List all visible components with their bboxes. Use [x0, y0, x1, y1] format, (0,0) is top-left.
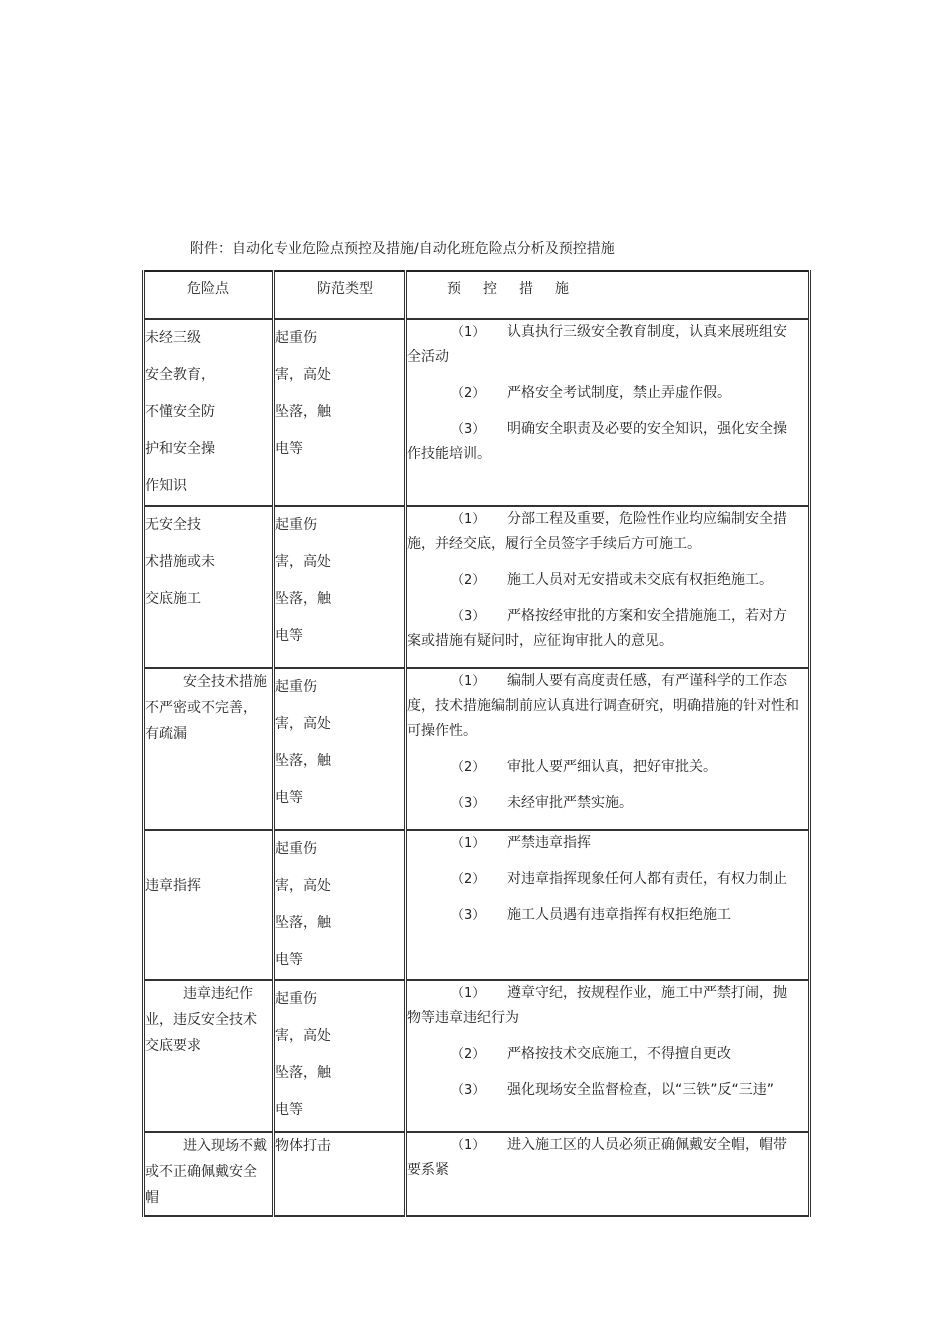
type-cell: 起重伤 害，高处 坠落，触 电等: [274, 506, 406, 668]
type-cell: 起重伤 害，高处 坠落，触 电等: [274, 668, 406, 830]
table-row: [144, 668, 810, 830]
hazard-cell: 违章违纪作 业，违反安全技术 交底要求: [144, 980, 274, 1132]
document-caption: 附件：自动化专业危险点预控及措施/自动化班危险点分析及预控措施: [190, 241, 615, 257]
hazard-cell: 进入现场不戴 或不正确佩戴安全 帽: [144, 1132, 274, 1216]
measure-item: （2） 施工人员对无安措或未交底有权拒绝施工。: [451, 572, 773, 588]
measures-cell: [406, 830, 810, 980]
measure-item: （2） 审批人要严细认真，把好审批关。: [451, 759, 717, 775]
type-cell: 起重伤 害，高处 坠落，触 电等: [274, 980, 406, 1132]
measure-item: （2） 严格按技术交底施工，不得擅自更改: [451, 1046, 731, 1062]
table-row: [144, 319, 810, 506]
measure-item: （1） 进入施工区的人员必须正确佩戴安全帽，帽带 要系紧: [407, 1137, 787, 1178]
measure-item: （3） 明确安全职责及必要的安全知识，强化安全操 作技能培训。: [407, 421, 787, 462]
measure-item: （3） 严格按经审批的方案和安全措施施工，若对方 案或措施有疑问时，应征询审批人的意见。: [407, 608, 787, 649]
hazard-cell: 无安全技 术措施或未 交底施工: [144, 506, 274, 668]
measures-cell: [406, 319, 810, 506]
type-cell: 起重伤 害，高处 坠落，触 电等: [274, 830, 406, 980]
table-row: [144, 1132, 810, 1216]
measure-item: （1） 认真执行三级安全教育制度，认真来展班组安 全活动: [407, 324, 787, 365]
table-row: [144, 506, 810, 668]
measure-item: （1） 严禁违章指挥: [451, 835, 591, 851]
measures-cell: [406, 1132, 810, 1216]
table-row: [144, 980, 810, 1132]
header-measures: 预 控 措 施: [406, 271, 810, 319]
measure-item: （1） 遵章守纪，按规程作业，施工中严禁打闹，抛 物等违章违纪行为: [407, 985, 787, 1026]
type-cell: 物体打击: [274, 1132, 406, 1216]
measure-item: （1） 分部工程及重要，危险性作业均应编制安全措 施，并经交底，履行全员签字手续后方可施工。: [407, 511, 787, 552]
measures-cell: [406, 980, 810, 1132]
type-cell: 起重伤 害，高处 坠落，触 电等: [274, 319, 406, 506]
measure-item: （2） 严格安全考试制度，禁止弄虚作假。: [451, 385, 731, 401]
measure-item: （3） 未经审批严禁实施。: [451, 795, 633, 811]
measures-cell: [406, 506, 810, 668]
measure-item: （3） 强化现场安全监督检查，以“三铁”反“三违”: [451, 1082, 775, 1098]
measure-item: （2） 对违章指挥现象任何人都有责任，有权力制止: [451, 871, 787, 887]
hazard-cell: 未经三级 安全教育， 不懂安全防 护和安全操 作知识: [144, 319, 274, 506]
measure-item: （1） 编制人要有高度责任感，有严谨科学的工作态 度，技术措施编制前应认真进行调查研究，明确措施的针对性和可操作性。: [407, 673, 799, 739]
header-hazard: 危险点: [144, 271, 274, 319]
measures-cell: [406, 668, 810, 830]
table-header-row: [144, 271, 810, 319]
measure-item: （3） 施工人员遇有违章指挥有权拒绝施工: [451, 907, 731, 923]
hazard-cell: 安全技术措施 不严密或不完善， 有疏漏: [144, 668, 274, 830]
table-row: [144, 830, 810, 980]
header-type: 防范类型: [274, 271, 406, 319]
hazard-cell: 违章指挥: [144, 830, 274, 980]
hazard-table: [142, 270, 811, 1217]
